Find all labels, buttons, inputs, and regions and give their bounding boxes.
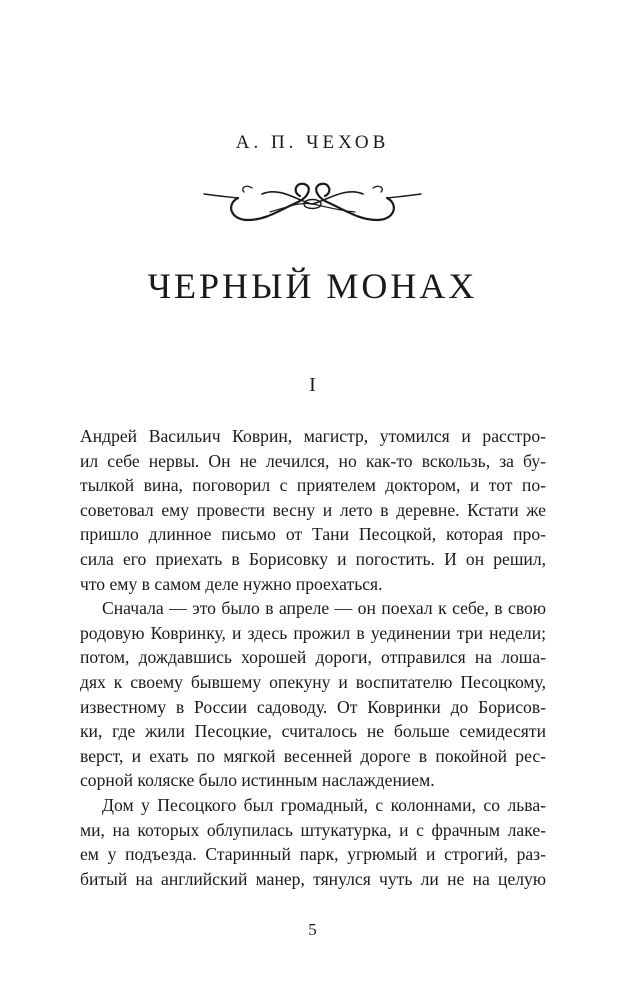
text-line: сорной коляске было истинным наслаждением. xyxy=(80,770,435,791)
text-line: Сначала — это было в апреле — он поехал к себе, в свою xyxy=(102,598,546,619)
text-line: пришло длинное письмо от Тани Песоцкой, которая про- xyxy=(80,524,546,545)
flourish-ornament-icon xyxy=(200,172,425,234)
text-line: Андрей Васильич Коврин, магистр, утомился и расстро- xyxy=(80,426,546,446)
paragraph xyxy=(80,424,546,596)
text-line: сила его приехать в Борисовку и погостить. И он решил, xyxy=(80,548,546,569)
text-line: ки, где жили Песоцкие, считалось не больше семидесяти xyxy=(80,721,546,742)
paragraph xyxy=(80,596,546,793)
body-text xyxy=(80,424,546,891)
text-line: Дом у Песоцкого был громадный, с колоннами, со льва- xyxy=(102,794,546,815)
text-line: родовую Ковринку, и здесь прожил в уединении три недели; xyxy=(80,622,546,643)
text-line: битый на английский манер, тянулся чуть ли не на целую xyxy=(80,868,546,889)
text-line: известному в России садоводу. От Ковринки до Борисов- xyxy=(80,696,546,717)
story-title: ЧЕРНЫЙ МОНАХ xyxy=(147,266,478,306)
text-line: потом, дождавшись хорошей дороги, отправился на лоша- xyxy=(80,647,546,668)
text-line: советовал ему провести весну и лето в деревне. Кстати же xyxy=(80,499,546,520)
page-number: 5 xyxy=(308,920,317,939)
text-line: что ему в самом деле нужно проехаться. xyxy=(80,573,383,594)
text-line: ил себе нервы. Он не лечился, но как-то вскользь, за бу- xyxy=(80,450,546,471)
text-line: ем у подъезда. Старинный парк, угрюмый и строгий, раз- xyxy=(80,844,546,865)
text-line: ми, на которых облупилась штукатурка, и с фрачным лаке- xyxy=(80,819,546,840)
text-line: верст, и ехать по мягкой весенней дороге в покойной рес- xyxy=(80,745,546,766)
text-line: тылкой вина, поговорил с приятелем доктором, и тот по- xyxy=(80,475,546,496)
paragraph xyxy=(80,793,546,891)
author-name: А. П. ЧЕХОВ xyxy=(235,132,390,153)
chapter-number: I xyxy=(309,374,316,396)
text-line: дях к своему бывшему опекуну и воспитателю Песоцкому, xyxy=(80,671,546,692)
